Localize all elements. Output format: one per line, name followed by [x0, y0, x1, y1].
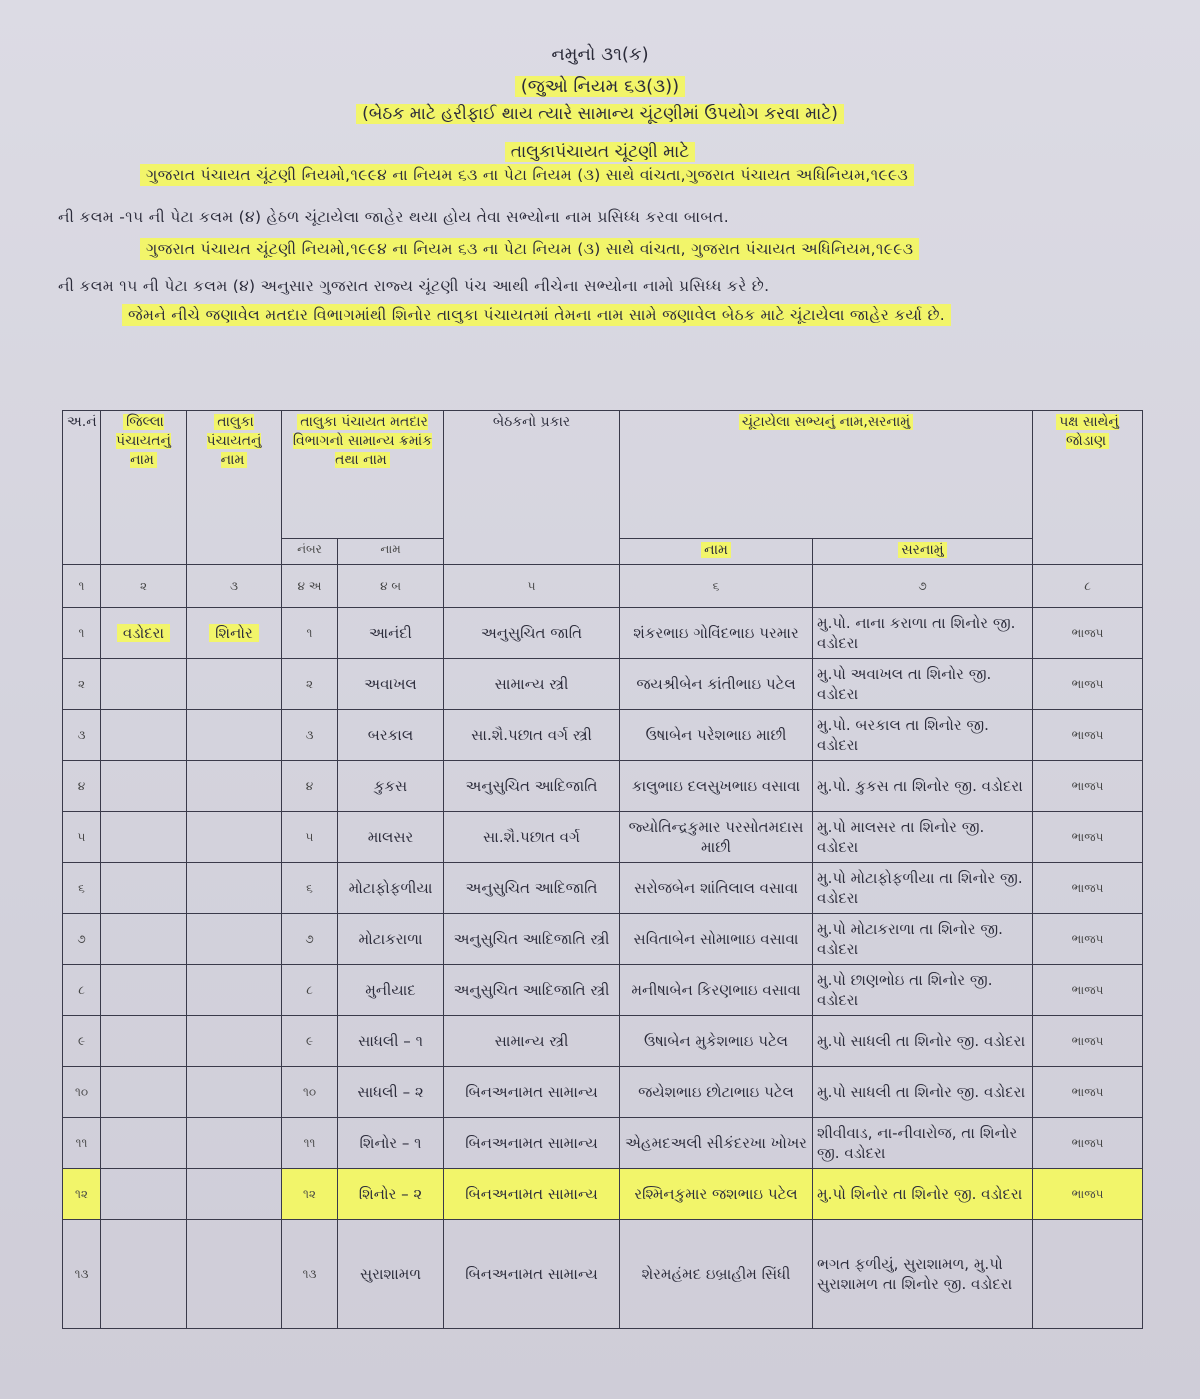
- row-party: ભાજપ: [1033, 914, 1143, 965]
- row-seat-type: સામાન્ય સ્ત્રી: [444, 1016, 620, 1067]
- table-row: [63, 1067, 1143, 1118]
- row-sr: ૧૩: [63, 1220, 101, 1329]
- paragraph-line-3: ગુજરાત પંચાયત ચૂંટણી નિયમો,૧૯૯૪ ના નિયમ ૬૩ ના પેટા નિયમ (૩) સાથે વાંચતા, ગુજરાત પંચાયત અધિનિયમ,૧૯૯૩: [140, 240, 919, 259]
- row-constituency-name: મોટાફોફળીયા: [338, 863, 444, 914]
- col-index: ૨: [101, 565, 187, 608]
- table-row: [63, 1118, 1143, 1169]
- col-index: ૪ અ: [282, 565, 338, 608]
- row-sr: ૧૧: [63, 1118, 101, 1169]
- row-seat-type: સા.શૈ.પછાત વર્ગ: [444, 812, 620, 863]
- row-seat-type: બિનઅનામત સામાન્ય: [444, 1118, 620, 1169]
- row-constituency-name: શિનોર – ૨: [338, 1169, 444, 1220]
- paragraph-line-2: ની કલમ -૧૫ ની પેટા કલમ (૪) હેઠળ ચૂંટાયેલા જાહેર થયા હોય તેવા સભ્યોના નામ પ્રસિધ્ધ કરવા બાબત.: [58, 208, 729, 226]
- row-party: ભાજપ: [1033, 812, 1143, 863]
- table-row: [63, 608, 1143, 659]
- row-seat-type: અનુસુચિત આદિજાતિ: [444, 863, 620, 914]
- header-district: જિલ્લા પંચાયતનું નામ: [101, 411, 187, 565]
- row-constituency-name: મોટાકરાળા: [338, 914, 444, 965]
- row-constituency-name: શિનોર – ૧: [338, 1118, 444, 1169]
- row-constituency-name: આનંદી: [338, 608, 444, 659]
- col-index: ૪ બ: [338, 565, 444, 608]
- row-taluka: [187, 863, 282, 914]
- row-member-address: મુ.પો. નાના કરાળા તા શિનોર જી. વડોદરા: [813, 608, 1033, 659]
- row-party: ભાજપ: [1033, 761, 1143, 812]
- row-member-address: મુ.પો મોટાકરાળા તા શિનોર જી. વડોદરા: [813, 914, 1033, 965]
- col-index: ૭: [813, 565, 1033, 608]
- row-constituency-number: ૧૦: [282, 1067, 338, 1118]
- row-constituency-name: સાધલી – ૧: [338, 1016, 444, 1067]
- row-member-address: ભગત ફળીયું, સુરાશામળ, મુ.પો સુરાશામળ તા શિનોર જી. વડોદરા: [813, 1220, 1033, 1329]
- row-sr: ૧: [63, 608, 101, 659]
- row-seat-type: બિનઅનામત સામાન્ય: [444, 1220, 620, 1329]
- row-seat-type: બિનઅનામત સામાન્ય: [444, 1169, 620, 1220]
- row-member-address: મુ.પો માલસર તા શિનોર જી. વડોદરા: [813, 812, 1033, 863]
- row-member-address: મુ.પો છાણભોઇ તા શિનોર જી. વડોદરા: [813, 965, 1033, 1016]
- row-constituency-number: ૭: [282, 914, 338, 965]
- row-member-address: મુ.પો. બરકાલ તા શિનોર જી. વડોદરા: [813, 710, 1033, 761]
- row-constituency-name: સુરાશામળ: [338, 1220, 444, 1329]
- header-member-name: નામ: [620, 539, 813, 565]
- row-district: [101, 1220, 187, 1329]
- row-party: ભાજપ: [1033, 1067, 1143, 1118]
- row-constituency-number: ૧૧: [282, 1118, 338, 1169]
- header-number: નંબર: [282, 539, 338, 565]
- row-party: ભાજપ: [1033, 863, 1143, 914]
- row-constituency-name: કુકસ: [338, 761, 444, 812]
- row-constituency-name: બરકાલ: [338, 710, 444, 761]
- table-row: [63, 965, 1143, 1016]
- row-sr: ૬: [63, 863, 101, 914]
- row-seat-type: અનુસુચિત આદિજાતિ સ્ત્રી: [444, 965, 620, 1016]
- row-member-name: સવિતાબેન સોમાભાઇ વસાવા: [620, 914, 813, 965]
- row-member-address: મુ.પો. કુકસ તા શિનોર જી. વડોદરા: [813, 761, 1033, 812]
- row-sr: ૫: [63, 812, 101, 863]
- row-member-name: રશ્મિનકુમાર જશભાઇ પટેલ: [620, 1169, 813, 1220]
- table-row: [63, 812, 1143, 863]
- row-district: [101, 863, 187, 914]
- header-constituency: તાલુકા પંચાયત મતદાર વિભાગનો સામાન્ય ક્રમાંક તથા નામ: [282, 411, 444, 539]
- table-row: [63, 1220, 1143, 1329]
- row-constituency-name: માલસર: [338, 812, 444, 863]
- row-party: ભાજપ: [1033, 710, 1143, 761]
- row-member-address: મુ.પો સાધલી તા શિનોર જી. વડોદરા: [813, 1067, 1033, 1118]
- row-member-name: એહમદઅલી સીકંદરખા ખોખર: [620, 1118, 813, 1169]
- row-member-address: મુ.પો મોટાફોફળીયા તા શિનોર જી. વડોદરા: [813, 863, 1033, 914]
- col-index: ૬: [620, 565, 813, 608]
- row-taluka: [187, 1016, 282, 1067]
- header-sr: અ.નં: [63, 411, 101, 565]
- elected-members-table: [62, 410, 1143, 1329]
- row-seat-type: બિનઅનામત સામાન્ય: [444, 1067, 620, 1118]
- row-constituency-name: મુનીયાદ: [338, 965, 444, 1016]
- row-party: ભાજપ: [1033, 1169, 1143, 1220]
- row-member-name: ઉષાબેન મુકેશભાઇ પટેલ: [620, 1016, 813, 1067]
- row-constituency-number: ૧: [282, 608, 338, 659]
- row-district: [101, 812, 187, 863]
- row-constituency-number: ૮: [282, 965, 338, 1016]
- row-sr: ૧૦: [63, 1067, 101, 1118]
- row-constituency-number: ૧૩: [282, 1220, 338, 1329]
- election-title: તાલુકાપંચાયત ચૂંટણી માટે: [0, 142, 1200, 162]
- row-constituency-name: અવાખલ: [338, 659, 444, 710]
- row-constituency-number: ૫: [282, 812, 338, 863]
- row-district: [101, 1016, 187, 1067]
- row-member-name: ઉષાબેન પરેશભાઇ માછી: [620, 710, 813, 761]
- row-taluka: [187, 1118, 282, 1169]
- row-member-address: મુ.પો સાધલી તા શિનોર જી. વડોદરા: [813, 1016, 1033, 1067]
- paragraph-line-5: જેમને નીચે જણાવેલ મતદાર વિભાગમાંથી શિનોર તાલુકા પંચાયતમાં તેમના નામ સામે જણાવેલ બેઠક માટે ચૂંટાયેલા જાહેર કર્યા છે.: [122, 306, 951, 325]
- row-seat-type: અનુસુચિત આદિજાતિ સ્ત્રી: [444, 914, 620, 965]
- rule-reference: (જુઓ નિયમ ૬૩(૩)): [0, 76, 1200, 97]
- header-address: સરનામું: [813, 539, 1033, 565]
- row-constituency-number: ૩: [282, 710, 338, 761]
- col-index: ૫: [444, 565, 620, 608]
- row-district: [101, 965, 187, 1016]
- header-taluka: તાલુકા પંચાયતનું નામ: [187, 411, 282, 565]
- row-district: [101, 1118, 187, 1169]
- row-member-address: શીવીવાડ, ના-નીવારોજ, તા શિનોર જી. વડોદરા: [813, 1118, 1033, 1169]
- row-member-name: શેરમહંમદ ઇબ્રાહીમ સિંધી: [620, 1220, 813, 1329]
- row-taluka: [187, 812, 282, 863]
- table-row: [63, 1169, 1143, 1220]
- row-constituency-number: ૨: [282, 659, 338, 710]
- row-member-name: જયેશભાઇ છોટાભાઇ પટેલ: [620, 1067, 813, 1118]
- row-sr: ૧૨: [63, 1169, 101, 1220]
- col-index: ૮: [1033, 565, 1143, 608]
- row-party: ભાજપ: [1033, 608, 1143, 659]
- row-member-name: જયશ્રીબેન કાંતીભાઇ પટેલ: [620, 659, 813, 710]
- row-member-name: જ્યોતિન્દ્રકુમાર પરસોતમદાસ માછી: [620, 812, 813, 863]
- header-party: પક્ષ સાથેનું જોડાણ: [1033, 411, 1143, 565]
- table-row: [63, 914, 1143, 965]
- row-taluka: [187, 1067, 282, 1118]
- header-name: નામ: [338, 539, 444, 565]
- row-sr: ૨: [63, 659, 101, 710]
- header-member: ચૂંટાયેલા સભ્યનું નામ,સરનામું: [620, 411, 1033, 539]
- row-constituency-number: ૯: [282, 1016, 338, 1067]
- row-seat-type: સામાન્ય સ્ત્રી: [444, 659, 620, 710]
- row-district: [101, 1169, 187, 1220]
- row-member-address: મુ.પો અવાખલ તા શિનોર જી. વડોદરા: [813, 659, 1033, 710]
- row-seat-type: સા.શૈ.પછાત વર્ગ સ્ત્રી: [444, 710, 620, 761]
- row-district: [101, 710, 187, 761]
- purpose-line: (બેઠક માટે હરીફાઈ થાય ત્યારે સામાન્ય ચૂંટણીમાં ઉપયોગ કરવા માટે): [0, 104, 1200, 124]
- row-seat-type: અનુસુચિત આદિજાતિ: [444, 761, 620, 812]
- col-index: ૧: [63, 565, 101, 608]
- row-party: ભાજપ: [1033, 965, 1143, 1016]
- row-party: ભાજપ: [1033, 659, 1143, 710]
- row-taluka: [187, 965, 282, 1016]
- row-seat-type: અનુસુચિત જાતિ: [444, 608, 620, 659]
- row-party: ભાજપ: [1033, 1118, 1143, 1169]
- row-district: [101, 914, 187, 965]
- column-index-row: [63, 565, 1143, 608]
- row-district: [101, 1067, 187, 1118]
- row-sr: ૩: [63, 710, 101, 761]
- row-taluka: [187, 1220, 282, 1329]
- row-sr: ૪: [63, 761, 101, 812]
- table-row: [63, 1016, 1143, 1067]
- row-member-name: શંકરભાઇ ગોવિંદભાઇ પરમાર: [620, 608, 813, 659]
- table-row: [63, 761, 1143, 812]
- row-taluka: [187, 659, 282, 710]
- row-member-address: મુ.પો શિનોર તા શિનોર જી. વડોદરા: [813, 1169, 1033, 1220]
- col-index: ૩: [187, 565, 282, 608]
- row-district: વડોદરા: [101, 608, 187, 659]
- row-member-name: સરોજબેન શાંતિલાલ વસાવા: [620, 863, 813, 914]
- form-number: નમુનો ૩૧(ક): [551, 44, 649, 65]
- row-party: ભાજપ: [1033, 1016, 1143, 1067]
- paragraph-line-1: ગુજરાત પંચાયત ચૂંટણી નિયમો,૧૯૯૪ ના નિયમ ૬૩ ના પેટા નિયમ (૩) સાથે વાંચતા,ગુજરાત પંચાયત અધિનિયમ,૧૯૯૩: [140, 166, 914, 185]
- row-sr: ૮: [63, 965, 101, 1016]
- row-taluka: [187, 761, 282, 812]
- row-sr: ૭: [63, 914, 101, 965]
- table-row: [63, 863, 1143, 914]
- row-constituency-number: ૬: [282, 863, 338, 914]
- row-taluka: [187, 1169, 282, 1220]
- row-taluka: [187, 710, 282, 761]
- row-member-name: કાલુભાઇ દલસુખભાઇ વસાવા: [620, 761, 813, 812]
- row-constituency-number: ૪: [282, 761, 338, 812]
- row-district: [101, 761, 187, 812]
- row-member-name: મનીષાબેન કિરણભાઇ વસાવા: [620, 965, 813, 1016]
- row-taluka: [187, 914, 282, 965]
- header-seat-type: બેઠકનો પ્રકાર: [444, 411, 620, 565]
- table-row: [63, 659, 1143, 710]
- row-constituency-name: સાધલી – ૨: [338, 1067, 444, 1118]
- row-sr: ૯: [63, 1016, 101, 1067]
- row-constituency-number: ૧૨: [282, 1169, 338, 1220]
- paragraph-line-4: ની કલમ ૧૫ ની પેટા કલમ (૪) અનુસાર ગુજરાત રાજ્ય ચૂંટણી પંચ આથી નીચેના સભ્યોના નામો પ્રસિધ્ધ કરે છે.: [58, 277, 770, 295]
- table-row: [63, 710, 1143, 761]
- row-taluka: શિનોર: [187, 608, 282, 659]
- row-party: [1033, 1220, 1143, 1329]
- row-district: [101, 659, 187, 710]
